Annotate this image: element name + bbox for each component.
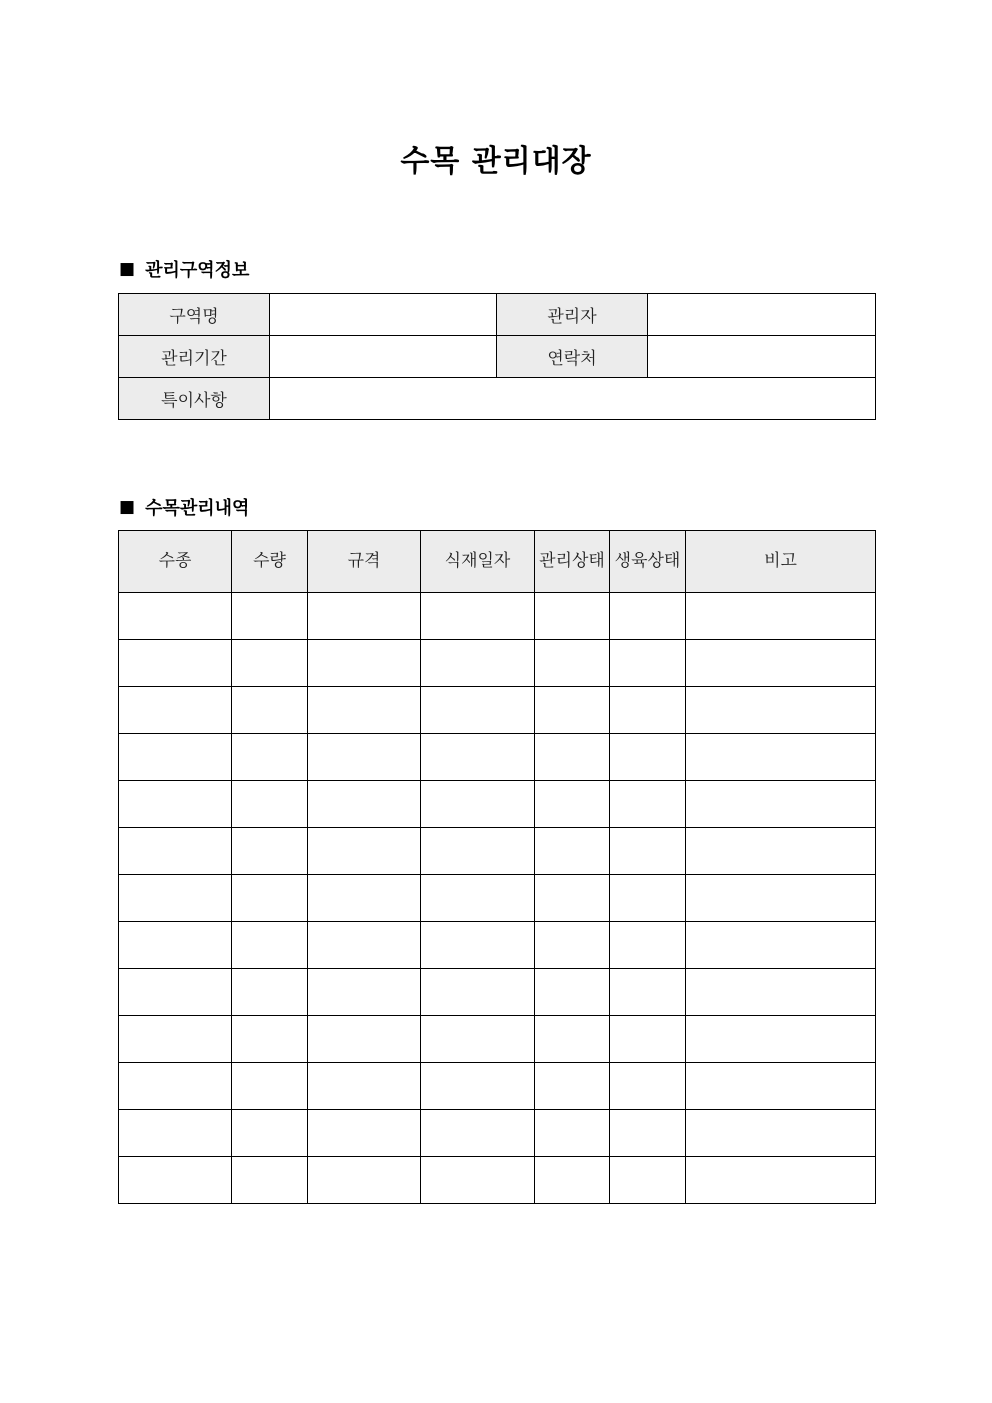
table-cell[interactable] [686,922,876,969]
table-cell[interactable] [119,1016,232,1063]
table-cell[interactable] [232,1016,308,1063]
table-cell[interactable] [535,969,610,1016]
col-planting-date: 식재일자 [421,531,535,593]
table-cell[interactable] [308,875,421,922]
manager-label: 관리자 [497,294,648,336]
records-body [119,593,876,1204]
table-cell[interactable] [232,969,308,1016]
table-row [119,640,876,687]
table-row [119,969,876,1016]
table-cell[interactable] [421,734,535,781]
section-heading-info [119,256,249,282]
table-cell[interactable] [119,687,232,734]
table-cell[interactable] [610,1157,686,1204]
notes-value[interactable] [270,378,876,420]
table-cell[interactable] [610,593,686,640]
table-cell[interactable] [686,593,876,640]
section-heading-records [119,494,249,520]
col-quantity: 수량 [232,531,308,593]
table-cell[interactable] [421,969,535,1016]
table-cell[interactable] [119,1110,232,1157]
table-row [119,781,876,828]
table-cell[interactable] [686,1016,876,1063]
table-cell[interactable] [421,781,535,828]
col-species: 수종 [119,531,232,593]
table-cell[interactable] [421,1157,535,1204]
table-cell[interactable] [610,922,686,969]
table-cell[interactable] [308,1016,421,1063]
table-cell[interactable] [119,734,232,781]
table-row [119,875,876,922]
table-cell[interactable] [686,1110,876,1157]
table-cell[interactable] [308,1157,421,1204]
table-cell[interactable] [421,875,535,922]
table-cell[interactable] [119,828,232,875]
table-cell[interactable] [686,781,876,828]
table-cell[interactable] [119,1157,232,1204]
table-cell[interactable] [535,875,610,922]
table-cell[interactable] [421,593,535,640]
table-cell[interactable] [232,781,308,828]
contact-value[interactable] [648,336,876,378]
table-cell[interactable] [610,1110,686,1157]
table-cell[interactable] [686,687,876,734]
table-cell[interactable] [232,640,308,687]
table-cell[interactable] [421,1063,535,1110]
table-cell[interactable] [308,922,421,969]
col-growth-status: 생육상태 [610,531,686,593]
table-cell[interactable] [232,687,308,734]
table-cell[interactable] [610,1063,686,1110]
zone-name-value[interactable] [270,294,497,336]
table-cell[interactable] [686,734,876,781]
table-cell[interactable] [535,687,610,734]
table-cell[interactable] [119,1063,232,1110]
table-cell[interactable] [421,828,535,875]
col-management-status: 관리상태 [535,531,610,593]
table-cell[interactable] [686,969,876,1016]
table-cell[interactable] [308,969,421,1016]
col-spec: 규격 [308,531,421,593]
col-remarks: 비고 [686,531,876,593]
records-table [118,530,876,1204]
table-cell[interactable] [119,922,232,969]
table-cell[interactable] [686,875,876,922]
table-cell[interactable] [535,1016,610,1063]
table-cell[interactable] [421,640,535,687]
table-row [119,1110,876,1157]
table-cell[interactable] [610,875,686,922]
table-cell[interactable] [119,593,232,640]
table-cell[interactable] [535,734,610,781]
table-cell[interactable] [610,969,686,1016]
table-cell[interactable] [308,1110,421,1157]
section-heading-records-label: 수목관리내역 [145,498,250,519]
table-cell[interactable] [535,1063,610,1110]
table-cell[interactable] [610,734,686,781]
table-row [119,1016,876,1063]
table-cell[interactable] [232,1110,308,1157]
period-value[interactable] [270,336,497,378]
info-row [119,294,876,336]
notes-label: 특이사항 [119,378,270,420]
table-row [119,828,876,875]
info-row [119,336,876,378]
table-cell[interactable] [232,875,308,922]
section-heading-info-label: 관리구역정보 [145,260,250,281]
records-header-row [119,531,876,593]
table-cell[interactable] [610,640,686,687]
table-row [119,1063,876,1110]
table-cell[interactable] [535,781,610,828]
table-cell[interactable] [610,828,686,875]
table-cell[interactable] [610,1016,686,1063]
table-row [119,687,876,734]
table-cell[interactable] [119,875,232,922]
table-row [119,593,876,640]
page-title: 수목 관리대장 [400,144,592,179]
table-row [119,734,876,781]
table-row [119,1157,876,1204]
table-cell[interactable] [421,922,535,969]
table-cell[interactable] [308,828,421,875]
table-cell[interactable] [232,922,308,969]
table-cell[interactable] [232,593,308,640]
info-row [119,378,876,420]
table-cell[interactable] [421,1110,535,1157]
table-cell[interactable] [421,687,535,734]
square-bullet-icon: ■ [119,259,136,279]
table-cell[interactable] [308,734,421,781]
table-cell[interactable] [308,687,421,734]
info-table [118,293,876,420]
period-label: 관리기간 [119,336,270,378]
table-cell[interactable] [421,1016,535,1063]
contact-label: 연락처 [497,336,648,378]
table-cell[interactable] [686,1157,876,1204]
table-cell[interactable] [119,640,232,687]
table-cell[interactable] [535,1110,610,1157]
table-cell[interactable] [308,781,421,828]
table-cell[interactable] [535,640,610,687]
table-row [119,922,876,969]
table-cell[interactable] [232,828,308,875]
table-cell[interactable] [232,1063,308,1110]
manager-value[interactable] [648,294,876,336]
table-cell[interactable] [610,781,686,828]
table-cell[interactable] [686,1063,876,1110]
table-cell[interactable] [610,687,686,734]
table-cell[interactable] [535,922,610,969]
square-bullet-icon: ■ [119,497,136,517]
zone-name-label: 구역명 [119,294,270,336]
table-cell[interactable] [232,734,308,781]
table-cell[interactable] [535,828,610,875]
table-cell[interactable] [535,593,610,640]
table-cell[interactable] [119,969,232,1016]
table-cell[interactable] [535,1157,610,1204]
table-cell[interactable] [308,640,421,687]
table-cell[interactable] [119,781,232,828]
table-cell[interactable] [232,1157,308,1204]
table-cell[interactable] [686,828,876,875]
table-cell[interactable] [308,1063,421,1110]
table-cell[interactable] [308,593,421,640]
table-cell[interactable] [686,640,876,687]
